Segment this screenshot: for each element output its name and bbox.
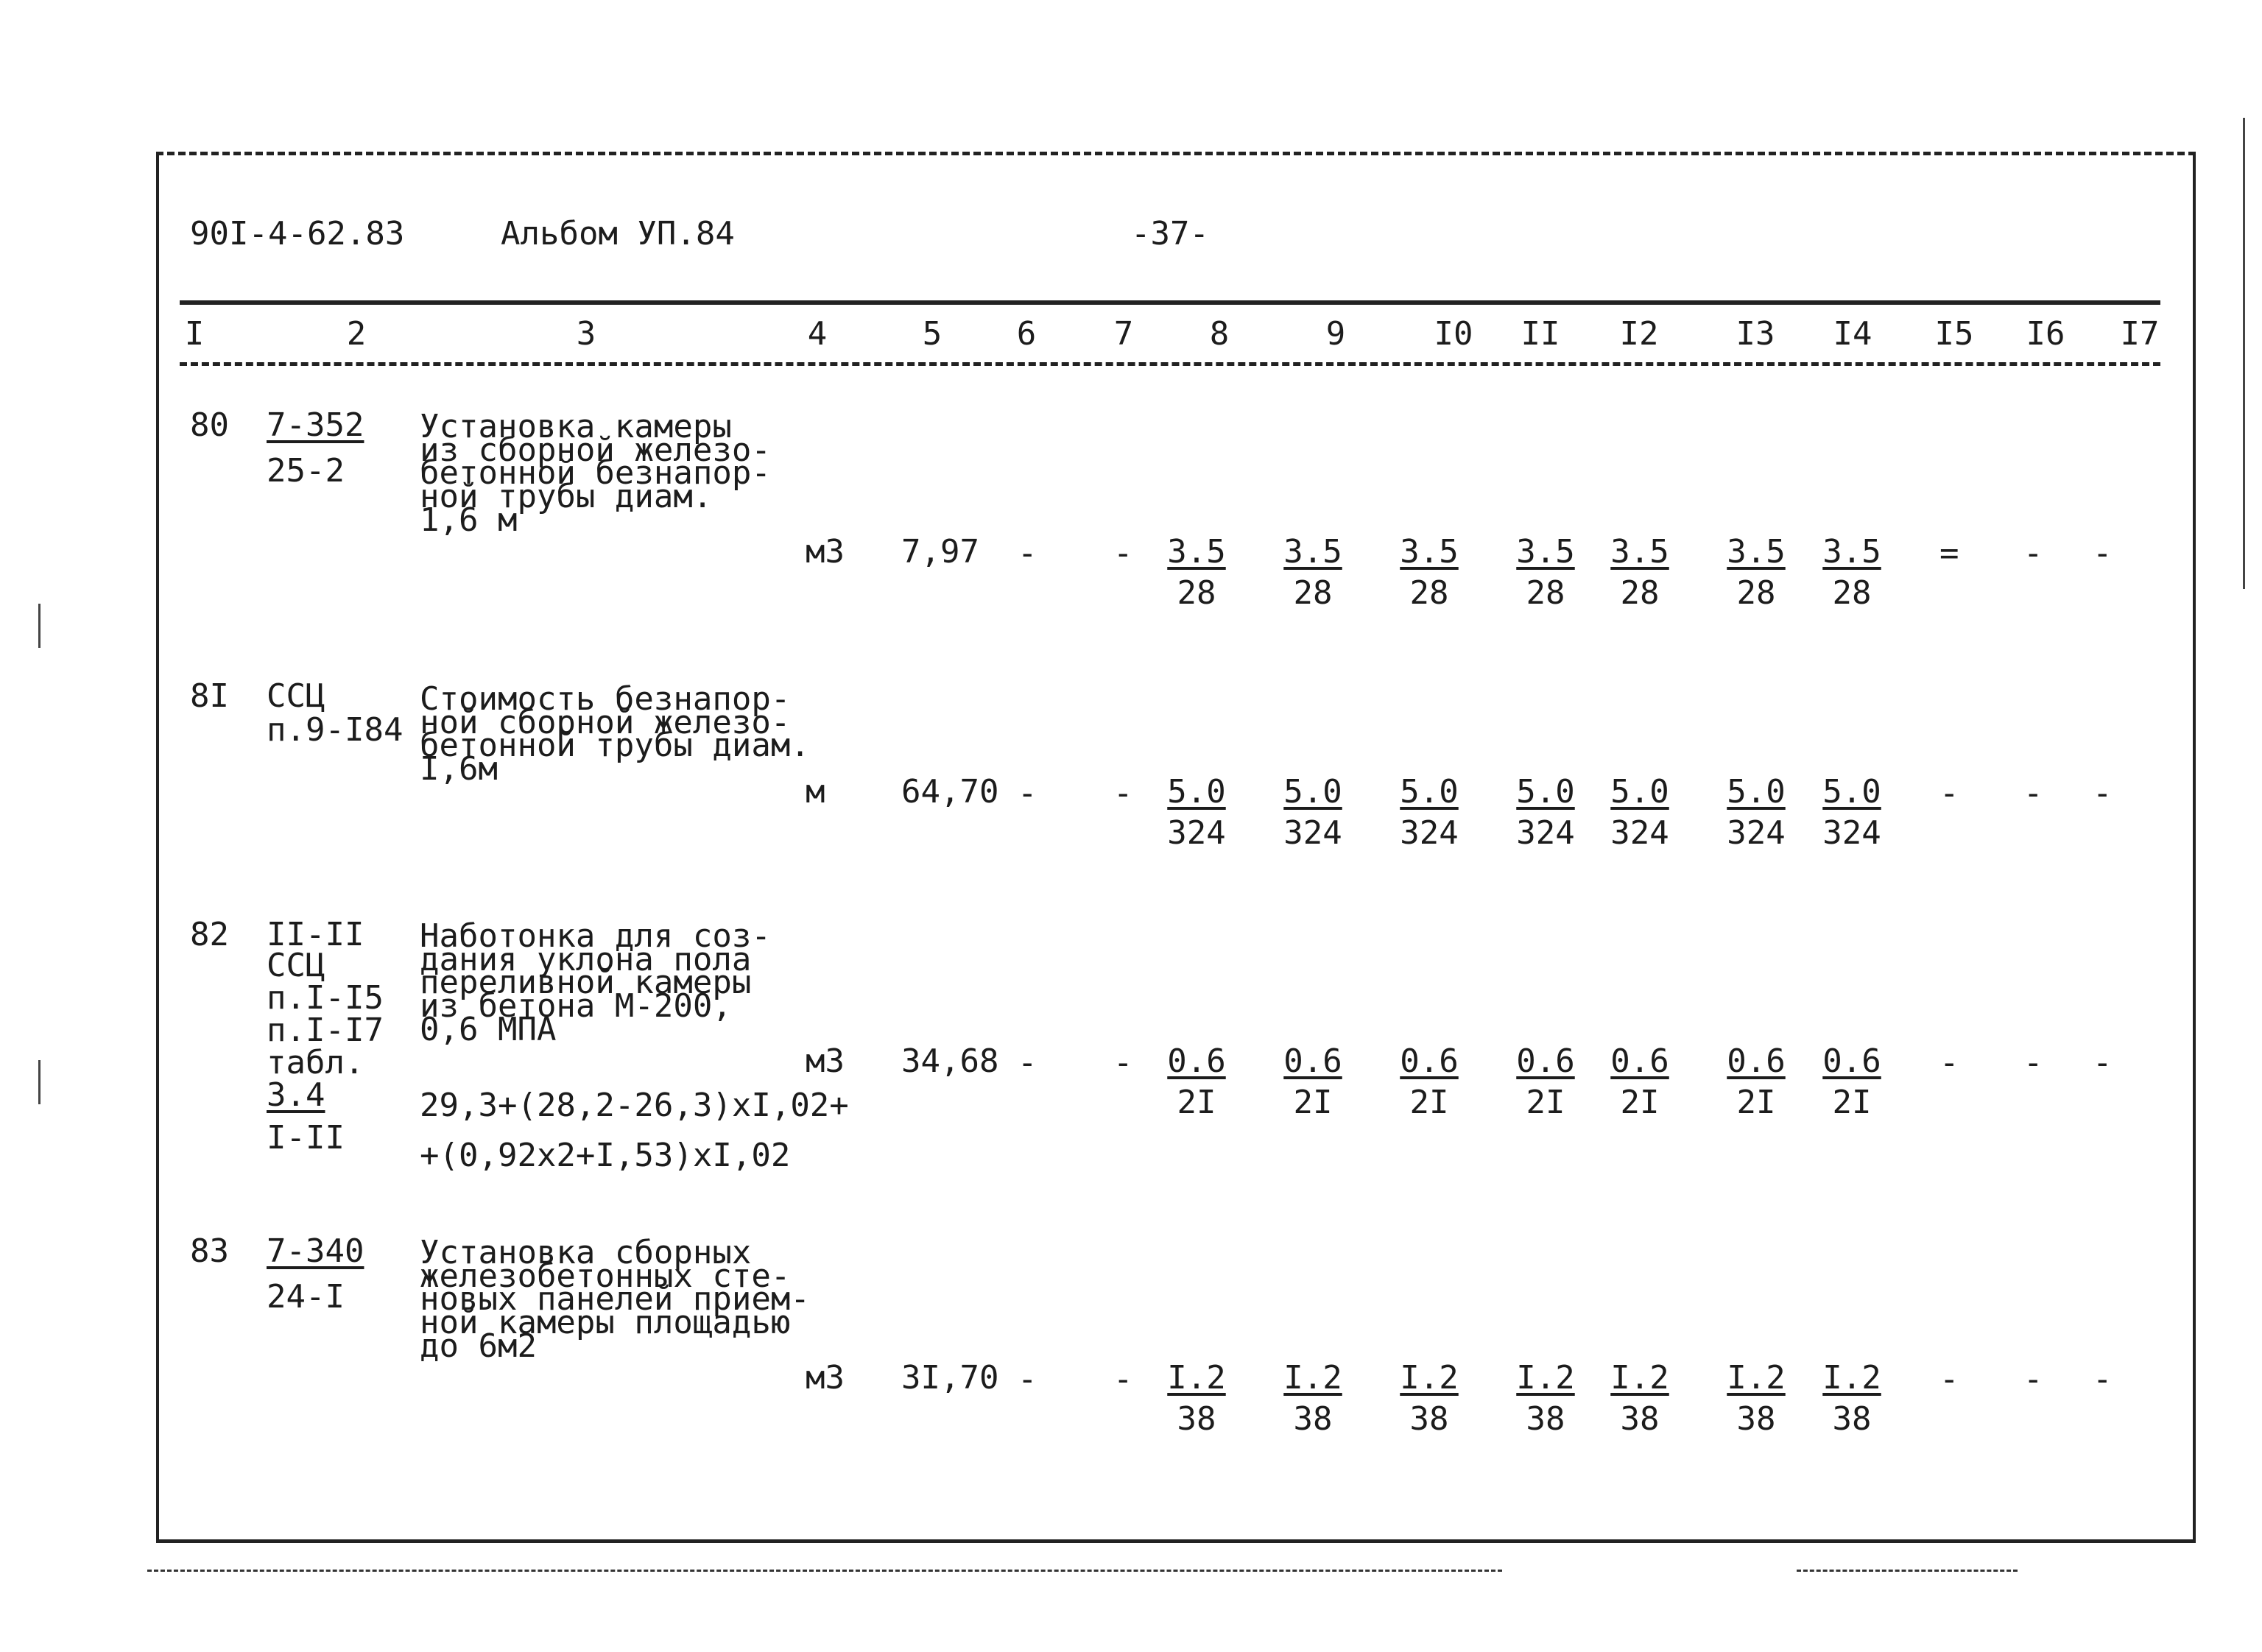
row-fraction — [1163, 1042, 1230, 1121]
page-number: -37- — [1131, 215, 1209, 253]
album-label: Альбом УП.84 — [501, 215, 735, 253]
doc-code: 90I-4-62.83 — [190, 215, 405, 253]
row-fraction — [1607, 773, 1673, 852]
row-description: Наботонка для соз- дания уклона пола переливной камеры из бетона М-200, 0,6 МПА — [420, 917, 771, 1048]
column-number: 6 — [1016, 315, 1037, 353]
fraction-bottom: 2I — [1526, 1084, 1565, 1121]
row-fraction — [1280, 773, 1346, 852]
row-col7: - — [1113, 534, 1133, 572]
column-number: 2 — [346, 315, 367, 353]
row-code-line: 3.4 — [267, 1076, 325, 1114]
column-number: I4 — [1833, 315, 1872, 353]
fraction-bottom: 2I — [1832, 1084, 1872, 1121]
column-number: I — [184, 315, 205, 353]
column-number: I5 — [1934, 315, 1974, 353]
fraction-bottom: 28 — [1409, 574, 1449, 612]
fraction-top: I.2 — [1822, 1359, 1881, 1397]
fraction-top: 5.0 — [1283, 773, 1342, 811]
row-fraction — [1396, 533, 1462, 612]
row-description: Установка сборных железобетонных сте- новых панелей прием- ной камеры площадью до 6м2 — [420, 1234, 810, 1365]
fraction-top: 0.6 — [1822, 1042, 1881, 1080]
fraction-bottom: 38 — [1409, 1400, 1449, 1438]
row-price: 7,97 — [901, 533, 979, 571]
column-number: 5 — [922, 315, 942, 353]
row-col6: - — [1018, 774, 1037, 812]
fraction-bottom: 38 — [1526, 1400, 1565, 1438]
row-col6: - — [1018, 1360, 1037, 1398]
fraction-bottom: 28 — [1832, 574, 1872, 612]
column-number: I0 — [1434, 315, 1473, 353]
row-col15: = — [1939, 534, 1959, 572]
fraction-top: 3.5 — [1167, 533, 1226, 571]
fraction-bottom: 38 — [1832, 1400, 1872, 1438]
fraction-bottom: 324 — [1400, 814, 1459, 852]
column-number: I3 — [1736, 315, 1775, 353]
row-code-line: 24-I — [267, 1278, 345, 1316]
fraction-top: 3.5 — [1283, 533, 1342, 571]
column-number: 8 — [1209, 315, 1230, 353]
column-number: I7 — [2120, 315, 2160, 353]
row-fraction — [1723, 533, 1789, 612]
fraction-bottom: 28 — [1293, 574, 1333, 612]
row-fraction — [1512, 1359, 1579, 1438]
scan-edge-mark — [2243, 118, 2245, 589]
fraction-bottom: 324 — [1727, 814, 1786, 852]
row-fraction — [1396, 1359, 1462, 1438]
row-fraction — [1819, 773, 1885, 852]
row-col17: - — [2093, 1360, 2113, 1398]
row-unit: м3 — [806, 1359, 845, 1397]
column-number: I6 — [2026, 315, 2065, 353]
row-code-line: 7-340 — [267, 1232, 364, 1270]
fraction-bottom: 2I — [1736, 1084, 1776, 1121]
row-price: 64,70 — [901, 773, 999, 811]
row-fraction — [1396, 1042, 1462, 1121]
row-col15: - — [1939, 1044, 1959, 1081]
fraction-top: I.2 — [1516, 1359, 1575, 1397]
fraction-top: 5.0 — [1610, 773, 1669, 811]
header-rule-bottom — [180, 362, 2160, 366]
row-number: 83 — [190, 1232, 229, 1270]
fraction-bottom: 324 — [1610, 814, 1669, 852]
fraction-bottom: 38 — [1293, 1400, 1333, 1438]
row-col7: - — [1113, 1360, 1133, 1398]
row-col7: - — [1113, 774, 1133, 812]
fraction-top: 3.5 — [1400, 533, 1459, 571]
row-fraction — [1819, 533, 1885, 612]
row-code-line: 25-2 — [267, 452, 345, 490]
fraction-bottom: 38 — [1736, 1400, 1776, 1438]
row-col16: - — [2023, 1044, 2043, 1081]
row-code-line: ССЦ — [267, 677, 325, 715]
row-col17: - — [2093, 1044, 2113, 1081]
row-fraction — [1163, 773, 1230, 852]
row-fraction — [1396, 773, 1462, 852]
fraction-top: 0.6 — [1283, 1042, 1342, 1080]
column-number: 7 — [1113, 315, 1134, 353]
row-number: 82 — [190, 916, 229, 953]
row-unit: м — [806, 773, 825, 811]
row-fraction — [1819, 1359, 1885, 1438]
column-number: II — [1521, 315, 1560, 353]
fraction-top: I.2 — [1610, 1359, 1669, 1397]
row-fraction — [1163, 1359, 1230, 1438]
fraction-top: 0.6 — [1610, 1042, 1669, 1080]
row-formula-line: 29,3+(28,2-26,3)xI,02+ — [420, 1087, 849, 1124]
fraction-bottom: 2I — [1409, 1084, 1449, 1121]
fraction-top: 3.5 — [1610, 533, 1669, 571]
row-description: Стоимость безнапор- ной сборной железо- бетонной трубы диам. I,6м — [420, 680, 810, 788]
fraction-bottom: 324 — [1167, 814, 1226, 852]
row-code-line: п.9-I84 — [267, 711, 404, 749]
scan-edge-mark — [38, 604, 40, 648]
row-col16: - — [2023, 1360, 2043, 1398]
row-col16: - — [2023, 534, 2043, 572]
row-description: Установка камеры из сборной железо- бетонной безнапор- ной трубы диам. 1,6 м — [420, 408, 771, 539]
scan-edge-mark — [38, 1060, 40, 1104]
row-number: 80 — [190, 406, 229, 444]
scan-bottom-line — [1797, 1570, 2018, 1572]
fraction-top: I.2 — [1400, 1359, 1459, 1397]
row-fraction — [1723, 773, 1789, 852]
row-fraction — [1607, 1359, 1673, 1438]
fraction-bottom: 2I — [1620, 1084, 1660, 1121]
fraction-bottom: 28 — [1526, 574, 1565, 612]
row-code-line: п.I-I5 — [267, 979, 384, 1017]
row-code-line: II-II — [267, 916, 364, 953]
row-fraction — [1280, 533, 1346, 612]
row-formula-line: +(0,92x2+I,53)xI,02 — [420, 1137, 791, 1174]
fraction-top: 5.0 — [1167, 773, 1226, 811]
fraction-top: I.2 — [1283, 1359, 1342, 1397]
column-number: 3 — [576, 315, 596, 353]
row-code-line: ССЦ — [267, 947, 325, 984]
row-col6: - — [1018, 1044, 1037, 1081]
row-code-line: п.I-I7 — [267, 1012, 384, 1049]
row-col17: - — [2093, 534, 2113, 572]
row-fraction — [1723, 1042, 1789, 1121]
row-price: 34,68 — [901, 1042, 999, 1080]
row-unit: м3 — [806, 533, 845, 571]
column-number: 9 — [1325, 315, 1346, 353]
row-col16: - — [2023, 774, 2043, 812]
fraction-top: 5.0 — [1822, 773, 1881, 811]
row-fraction — [1512, 1042, 1579, 1121]
fraction-top: 0.6 — [1400, 1042, 1459, 1080]
row-code-line: I-II — [267, 1119, 345, 1157]
row-fraction — [1280, 1042, 1346, 1121]
row-fraction — [1723, 1359, 1789, 1438]
fraction-top: 5.0 — [1516, 773, 1575, 811]
fraction-bottom: 2I — [1293, 1084, 1333, 1121]
fraction-top: 5.0 — [1400, 773, 1459, 811]
row-code-line: 7-352 — [267, 406, 364, 444]
row-col17: - — [2093, 774, 2113, 812]
row-fraction — [1607, 1042, 1673, 1121]
row-col15: - — [1939, 774, 1959, 812]
row-code-line: табл. — [267, 1044, 364, 1081]
row-unit: м3 — [806, 1042, 845, 1080]
fraction-bottom: 38 — [1620, 1400, 1660, 1438]
column-number: I2 — [1619, 315, 1659, 353]
fraction-bottom: 324 — [1283, 814, 1342, 852]
row-fraction — [1819, 1042, 1885, 1121]
fraction-top: I.2 — [1167, 1359, 1226, 1397]
fraction-bottom: 28 — [1620, 574, 1660, 612]
fraction-bottom: 2I — [1177, 1084, 1216, 1121]
fraction-top: 5.0 — [1727, 773, 1786, 811]
fraction-bottom: 28 — [1736, 574, 1776, 612]
column-number: 4 — [807, 315, 828, 353]
row-number: 8I — [190, 677, 229, 715]
fraction-top: 3.5 — [1727, 533, 1786, 571]
fraction-top: 0.6 — [1516, 1042, 1575, 1080]
row-col15: - — [1939, 1360, 1959, 1398]
row-fraction — [1512, 773, 1579, 852]
row-col6: - — [1018, 534, 1037, 572]
fraction-bottom: 324 — [1516, 814, 1575, 852]
scan-bottom-line — [147, 1570, 1502, 1572]
row-fraction — [1163, 533, 1230, 612]
fraction-bottom: 324 — [1822, 814, 1881, 852]
fraction-top: 3.5 — [1516, 533, 1575, 571]
header-rule-top — [180, 300, 2160, 305]
fraction-top: I.2 — [1727, 1359, 1786, 1397]
fraction-top: 0.6 — [1727, 1042, 1786, 1080]
fraction-top: 3.5 — [1822, 533, 1881, 571]
fraction-top: 0.6 — [1167, 1042, 1226, 1080]
fraction-bottom: 28 — [1177, 574, 1216, 612]
row-fraction — [1512, 533, 1579, 612]
row-col7: - — [1113, 1044, 1133, 1081]
row-fraction — [1607, 533, 1673, 612]
row-price: 3I,70 — [901, 1359, 999, 1397]
row-fraction — [1280, 1359, 1346, 1438]
fraction-bottom: 38 — [1177, 1400, 1216, 1438]
